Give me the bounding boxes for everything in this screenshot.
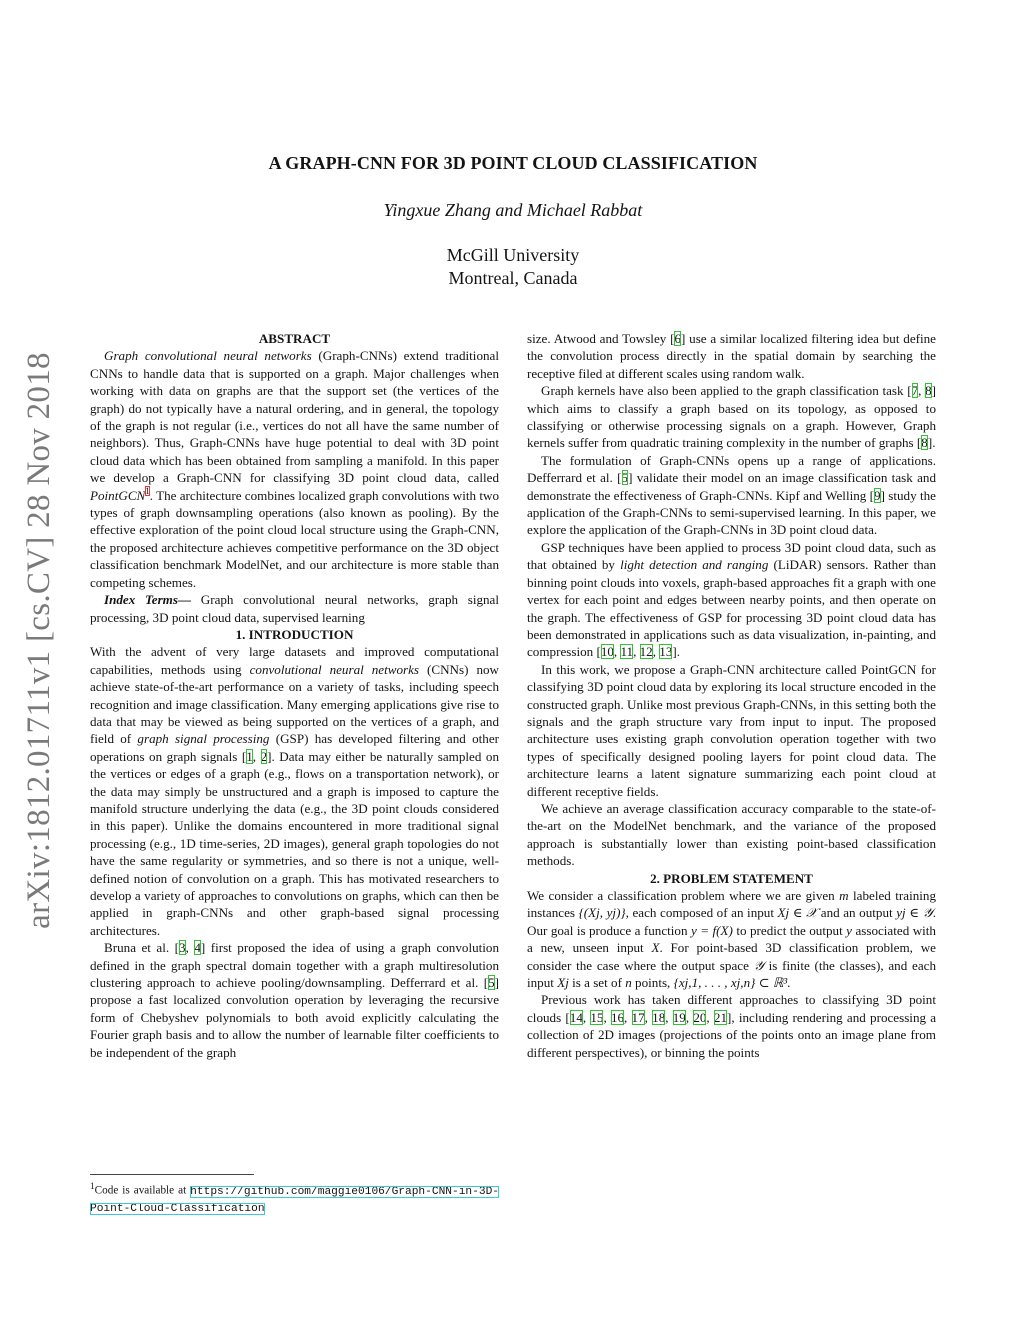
- text-run: Bruna et al. [: [104, 940, 180, 956]
- problem-heading: 2. PROBLEM STATEMENT: [650, 870, 813, 886]
- right-paragraph-2: [527, 382, 936, 452]
- text-run: ,: [185, 940, 195, 956]
- math: n: [625, 975, 632, 991]
- text-run: (CNNs) now achieve state-of-the-art performance on a variety of tasks, including speech recognition and image classification. Many emerging applications give rise to data that may be viewed as being supported on the vertices of a graph, and field of: [90, 661, 500, 747]
- math: y: [846, 922, 852, 938]
- text-run: ].: [672, 644, 680, 660]
- text-run: ]. Data may either be naturally sampled on the vertices or edges of a graph (e.g., flows on a transportation network), or the data may simply be unstructured and a graph is imposed to capture the manifold structure underlying the data (e.g., the 3D point clouds considered in this paper). Unlike the domains encountered in more traditional signal processing (e.g., 1D time-series, 2D images), general graph topologies do not have the same regularity or symmetries, and so there is not a unique, well-defined notion of convolution on a graph. This has motivated researchers to develop a variety of approaches to convolutions on graphs, which can then be applied in graph-CNNs and other graph-based signal processing architectures.: [90, 748, 499, 938]
- footnote-mark: 1: [90, 1182, 95, 1192]
- citation-link[interactable]: 5: [488, 975, 495, 991]
- text-run: ] validate their model on an image classification task and demonstrate the effectiveness of Graph-CNNs. Kipf and Welling [: [527, 470, 937, 503]
- text-run: ], including rendering and processing a collection of 2D images (projections of the points onto an image plane from different perspectives), or binning the points: [527, 1009, 937, 1060]
- index-terms-text: Graph convolutional neural networks, graph signal processing, 3D point cloud data, supervised learning: [90, 592, 499, 625]
- citation-link[interactable]: 3: [179, 940, 186, 956]
- right-column: [527, 330, 936, 1061]
- affiliation-location: Montreal, Canada: [448, 268, 578, 288]
- abstract-text-1: (Graph-CNNs) extend traditional CNNs to handle data that is supported on a graph. Major challenges when working with data on graphs are that the support set (the vertices of the graph) do not typically have a natural ordering, and in general, the topology of the graph is not regular (i.e., vertices do not all have the same number of neighbors). Thus, Graph-CNNs have huge potential to deal with 3D point cloud data which has been obtained from sampling a manifold. In this paper we develop a Graph-CNN for classifying 3D point cloud data, called: [90, 348, 499, 486]
- right-paragraph-5: In this work, we propose a Graph-CNN architecture called PointGCN for classifying 3D point cloud data by exploring its local structure encoded in the constructed graph. Unlike most previous Graph-CNNs, in this setting both the signals and the graph structure vary from input to input. The proposed architecture uses existing graph convolution operation together with two types of specifically designed pooling layers for point cloud data. The architecture learns a latent signature summarizing each point cloud at different receptive fields.: [527, 661, 936, 799]
- term: convolutional neural networks: [249, 661, 420, 677]
- citation-link[interactable]: 2: [260, 748, 268, 764]
- right-paragraph-1: [527, 330, 936, 382]
- citation-link[interactable]: 9: [874, 487, 881, 503]
- text-run: ,: [252, 748, 261, 764]
- paper-title: A GRAPH-CNN FOR 3D POINT CLOUD CLASSIFICATION: [268, 153, 758, 173]
- math: Xj: [557, 975, 569, 991]
- citation-link[interactable]: 12: [639, 644, 653, 660]
- math: 𝒴: [753, 957, 764, 973]
- citation-link[interactable]: 21: [713, 1009, 728, 1025]
- right-paragraph-4: GSP techniques have been applied to process 3D point cloud data, such as that obtained by light detection and ranging (LiDAR) sensors. Rather than binning point clouds into voxels, graph-based approaches fit a graph with one vertex for each point and edges between nearby points, and then operate on the graph. The effectiveness of GSP for processing 3D point cloud data has been demonstrated in applications such as data visualization, in-painting, and compression [10, 11, 12, 13].: [527, 539, 936, 660]
- citation-link[interactable]: 6: [674, 331, 682, 346]
- citation-link[interactable]: 18: [652, 1009, 666, 1025]
- index-terms-label: Index Terms—: [104, 592, 192, 608]
- text-run: Previous work has taken different approaches to classifying 3D point clouds [: [527, 992, 936, 1025]
- abstract-paragraph: [90, 347, 499, 591]
- citation-link[interactable]: 14: [569, 1009, 583, 1025]
- affiliation: [90, 244, 936, 290]
- math: y = f(X): [690, 922, 733, 938]
- footnote-rule: [90, 1174, 254, 1175]
- text-run: ,: [918, 383, 926, 399]
- arxiv-identifier: arXiv:1812.01711v1 [cs.CV] 28 Nov 2018: [20, 351, 57, 929]
- text-run: associated with a new, unseen input: [527, 922, 936, 956]
- abstract-heading: ABSTRACT: [258, 331, 331, 346]
- arxiv-stamp: [14, 340, 64, 940]
- abstract-term: Graph convolutional neural networks: [104, 348, 312, 364]
- footnote-ref[interactable]: 1: [145, 486, 150, 497]
- citation-link[interactable]: 13: [659, 644, 673, 660]
- paper-authors: Yingxue Zhang and Michael Rabbat: [383, 200, 643, 220]
- text-run: size. Atwood and Towsley [: [527, 331, 675, 346]
- intro-paragraph-1: [90, 643, 499, 939]
- citation-link[interactable]: 4: [194, 940, 201, 956]
- text-run: to predict the output: [732, 922, 847, 938]
- problem-paragraph-1: [527, 887, 936, 991]
- intro-heading: 1. INTRODUCTION: [235, 626, 354, 642]
- text-run: ] which aims to classify a graph based on its topology, as opposed to classifying or otherwise processing signals on a graph. However, Graph kernels suffer from quadratic training complexity in the number of graphs [: [527, 383, 936, 451]
- citation-link[interactable]: 8: [921, 435, 928, 451]
- math: {xj,1, . . . , xj,n} ⊂ ℝ³: [673, 975, 788, 991]
- citation-link[interactable]: 5: [621, 470, 629, 486]
- math: Xj ∈ 𝒳: [777, 905, 818, 921]
- text-run: labeled training instances: [527, 888, 937, 921]
- text-run: We consider a classification problem where we are given: [527, 888, 840, 903]
- citation-link[interactable]: 16: [610, 1009, 625, 1025]
- right-paragraph-3: [527, 452, 936, 539]
- text-run: .: [787, 975, 791, 991]
- text-run: , each composed of an input: [625, 905, 778, 921]
- term: light detection and ranging: [620, 557, 769, 573]
- text-run: ].: [927, 435, 936, 451]
- method-name: PointGCN: [90, 487, 146, 503]
- text-run: With the advent of very large datasets and improved computational capabilities, methods using: [90, 644, 499, 677]
- code-url-link[interactable]: https://github.com/maggie0106/Graph-CNN-in-3D-Point-Cloud-Classification: [90, 1185, 499, 1215]
- footnote-text: Code is available at: [94, 1184, 191, 1197]
- citation-link[interactable]: 7: [911, 383, 919, 399]
- problem-paragraph-2: Previous work has taken different approaches to classifying 3D point clouds [14, 15, 16, 17, 18, 19, 20, 21], including rendering and processing a collection of 2D images (projections of the points onto an image plane from different perspectives), or binning the points: [527, 992, 937, 1060]
- affiliation-university: McGill University: [446, 245, 580, 265]
- abstract-text-2: . The architecture combines localized graph convolutions with two types of graph downsampling operations (also known as pooling). By the effective exploration of the point cloud local structure using the Graph-CNN, the proposed architecture achieves competitive performance on the 3D object classification benchmark ModelNet, and our architecture is more stable than competing schemes.: [90, 487, 499, 590]
- text-run: and an output: [817, 905, 897, 921]
- text-run: ] study the application of the Graph-CNNs to semi-supervised learning. In this paper, we explore the application of the Graph-CNNs in 3D point cloud data.: [527, 487, 936, 538]
- text-run: . Our goal is produce a function: [527, 905, 936, 938]
- intro-paragraph-2: [90, 939, 499, 1061]
- citation-link[interactable]: 10: [600, 644, 614, 660]
- right-paragraph-6: We achieve an average classification accuracy comparable to the state-of-the-art on the ModelNet benchmark, and the variance of the proposed approach is substantially lower than existing point-based classification methods.: [527, 800, 936, 869]
- citation-link[interactable]: 8: [925, 383, 932, 399]
- text-run: ] use a similar localized filtering idea but define the convolution process directly in the spatial domain by searching the receptive filed at different scales using random walk.: [527, 331, 936, 381]
- citation-link[interactable]: 11: [620, 644, 634, 660]
- math: {(Xj, yj)}: [578, 905, 626, 921]
- math: X: [651, 940, 660, 956]
- text-run: Graph kernels have also been applied to the graph classification task [: [541, 383, 912, 399]
- text-run: (LiDAR) sensors. Rather than binning point clouds into voxels, graph-based approaches fit a graph with one vertex for each point and edges between nearby points, and then operate on the graph. The effectiveness of GSP for processing 3D point cloud data has been demonstrated in applications such as data visualization, in-painting, and compression [: [527, 557, 936, 660]
- text-run: . For point-based 3D classification problem, we consider the case where the output space: [527, 940, 936, 973]
- text-run: The formulation of Graph-CNNs opens up a range of applications. Defferrard et al. [: [527, 452, 936, 486]
- text-run: is finite (the classes), and each input: [527, 957, 936, 991]
- index-terms: [90, 591, 499, 626]
- text-run: ] first proposed the idea of using a graph convolution defined in the graph spectral domain together with a graph multiresolution clustering approach to achieve pooling/downsampling. Defferrard et al. [: [90, 940, 500, 991]
- footnote: [90, 1179, 499, 1217]
- math: yj ∈ 𝒴: [896, 905, 933, 921]
- text-run: (GSP) has developed filtering and other operations on graph signals [: [90, 731, 500, 764]
- text-run: GSP techniques have been applied to process 3D point cloud data, such as that obtained by: [527, 539, 936, 573]
- math: m: [839, 888, 849, 903]
- citation-link[interactable]: 15: [590, 1009, 604, 1025]
- citation-link[interactable]: 1: [246, 748, 253, 764]
- text-run: is a set of: [568, 975, 626, 991]
- citation-link[interactable]: 17: [631, 1009, 645, 1025]
- citation-link[interactable]: 19: [672, 1009, 686, 1025]
- text-run: points,: [631, 975, 674, 991]
- citation-link[interactable]: 20: [693, 1009, 707, 1025]
- term: graph signal processing: [137, 731, 270, 747]
- left-column: [90, 330, 499, 1061]
- text-run: ] propose a fast localized convolution operation by leveraging the recursive form of Chebyshev polynomials to both avoid explicitly calculating the Fourier graph basis and to allow the number of learnable filter coefficients to be independent of the graph: [90, 975, 499, 1060]
